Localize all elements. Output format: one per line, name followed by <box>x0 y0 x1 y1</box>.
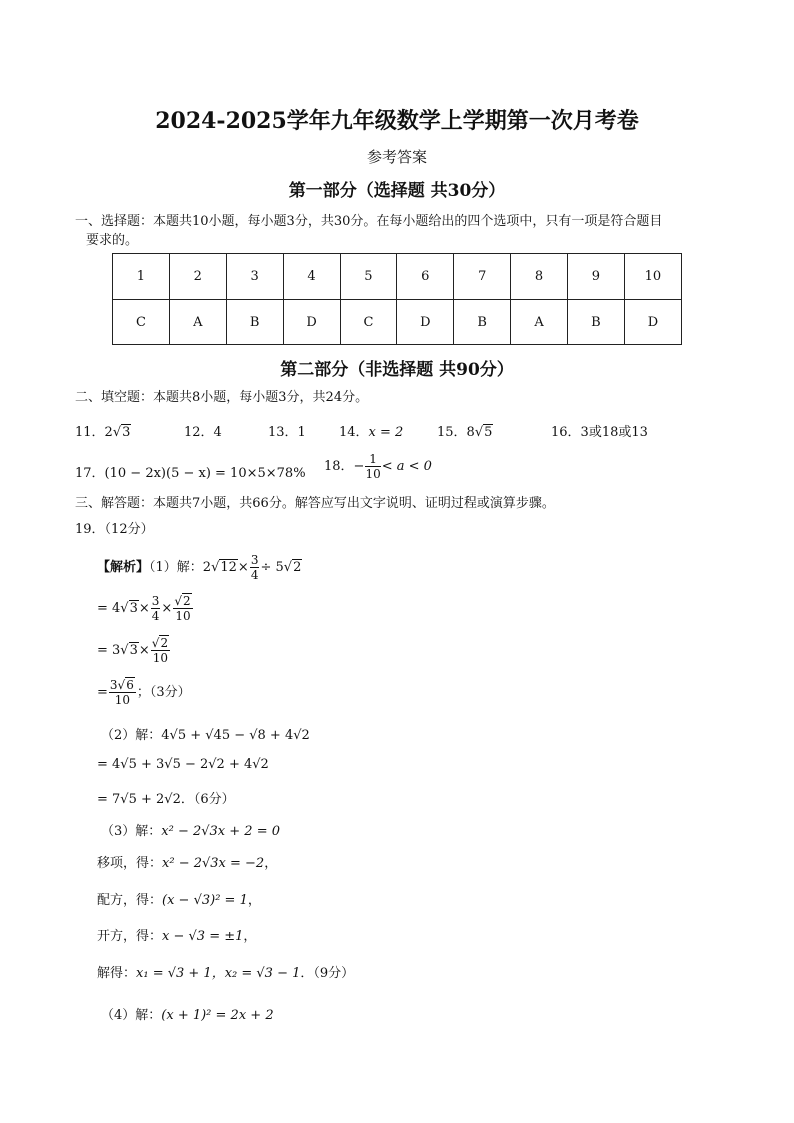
table-header-cell: 6 <box>397 254 454 300</box>
q19-p1-line4 <box>97 678 191 707</box>
fraction-denominator: 4 <box>151 609 160 623</box>
q19-p2-result: = 7√5 + 2√2 <box>97 792 181 807</box>
sqrt-icon: √ <box>117 678 126 692</box>
answer-17 <box>75 462 306 481</box>
radicand: 2 <box>293 560 302 575</box>
answer-15-label: 15． <box>437 425 467 440</box>
answer-13: 13．1 <box>268 425 306 440</box>
answer-table-answer-row <box>113 300 682 345</box>
sqrt-icon: √ <box>112 425 122 440</box>
table-answer-cell: C <box>113 300 170 345</box>
fill-instruction: 二、填空题：本题共8小题，每小题3分，共24分。 <box>75 390 369 405</box>
page-subtitle: 参考答案 <box>366 148 427 166</box>
fraction-numerator <box>109 678 136 693</box>
table-header-cell: 7 <box>454 254 511 300</box>
q19-p3-root <box>97 925 256 944</box>
q19-p3-move <box>97 852 277 871</box>
table-header-cell: 2 <box>169 254 226 300</box>
table-answer-cell: D <box>283 300 340 345</box>
sqrt-icon: √ <box>151 636 160 650</box>
fraction-numerator: 3 <box>151 594 160 608</box>
radicand: 2 <box>182 594 191 608</box>
q19-p2-label: （2）解： <box>101 728 162 743</box>
answer-18 <box>324 452 432 481</box>
sqrt-icon: √ <box>474 425 484 440</box>
table-answer-cell: D <box>397 300 454 345</box>
table-header-cell: 4 <box>283 254 340 300</box>
punct: ， <box>247 893 261 908</box>
part1-title: 第一部分（选择题 共30分） <box>288 181 506 201</box>
answer-11-coef: 2 <box>104 425 113 440</box>
radicand: 3 <box>129 601 138 616</box>
q19-p2-line2: = 4√5 + 3√5 − 2√2 + 4√2 <box>97 757 269 772</box>
fraction-denominator: 4 <box>250 568 259 582</box>
step-expr: x² − 2√3x = −2 <box>162 856 265 871</box>
table-header-cell: 8 <box>511 254 568 300</box>
table-answer-cell: B <box>568 300 625 345</box>
operator: = <box>97 685 108 700</box>
step-expr: (x − √3)² = 1 <box>162 893 248 908</box>
q19-header: 19．（12分） <box>75 522 154 537</box>
step-label: 配方，得： <box>97 893 163 908</box>
answer-18-suffix: < a < 0 <box>381 459 432 474</box>
step-expr: x₁ = √3 + 1，x₂ = √3 − 1 <box>136 966 301 981</box>
operator: × <box>161 601 173 616</box>
answer-table <box>112 253 682 345</box>
step-expr: x − √3 = ±1 <box>162 929 244 944</box>
q19-p2-line3 <box>97 788 235 807</box>
radicand: 6 <box>126 678 134 692</box>
answer-17-value: (10 − 2x)(5 − x) = 10×5×78% <box>104 466 306 481</box>
jiexi-label: 【解析】 <box>97 560 150 575</box>
table-header-cell: 9 <box>568 254 625 300</box>
fraction-denominator: 10 <box>114 693 131 707</box>
q19-p2-expr: 4√5 + √45 − √8 + 4√2 <box>161 728 310 743</box>
step-label: 解得： <box>97 966 137 981</box>
term-coef: = 3 <box>97 643 121 658</box>
radicand: 3 <box>129 643 138 658</box>
answer-14-value: x = 2 <box>368 425 404 440</box>
score-note: ；（3分） <box>136 685 191 700</box>
answer-18-denominator: 10 <box>365 467 381 481</box>
answer-12: 12．4 <box>184 425 222 440</box>
part1-instruction-line1: 一、选择题：本题共10小题，每小题3分，共30分。在每小题给出的四个选项中，只有一项是符合题目 <box>75 214 663 229</box>
operator: × <box>138 601 150 616</box>
part1-instruction-line2: 要求的。 <box>86 233 139 248</box>
q19-p3-line1 <box>101 820 280 839</box>
score-note: ．（6分） <box>180 792 235 807</box>
answer-table-header-row <box>113 254 682 300</box>
sqrt-icon: √ <box>174 594 182 608</box>
answer-11-label: 11． <box>75 425 105 440</box>
step-label: 开方，得： <box>97 929 163 944</box>
term-coef: 2 <box>202 560 212 575</box>
q19-p4-line1 <box>101 1004 274 1023</box>
q19-p3-label: （3）解： <box>101 824 162 839</box>
operator: ÷ 5 <box>260 560 284 575</box>
table-answer-cell: A <box>511 300 568 345</box>
sqrt-icon: √ <box>120 601 129 616</box>
table-answer-cell: C <box>340 300 397 345</box>
step-label: 移项，得： <box>97 856 163 871</box>
answer-14-label: 14． <box>339 425 369 440</box>
part2-title: 第二部分（非选择题 共90分） <box>280 360 514 380</box>
answer-18-label: 18． <box>324 459 354 474</box>
answer-15-radicand: 5 <box>484 425 493 440</box>
solve-instruction: 三、解答题：本题共7小题，共66分。解答应写出文字说明、证明过程或演算步骤。 <box>75 496 555 511</box>
sqrt-icon: √ <box>211 560 220 575</box>
q19-p4-equation: (x + 1)² = 2x + 2 <box>161 1008 274 1023</box>
punct: ， <box>243 929 257 944</box>
answer-17-label: 17． <box>75 466 105 481</box>
score-note: ．（9分） <box>300 966 355 981</box>
fraction-numerator: 3 <box>250 553 259 567</box>
fraction-denominator: 10 <box>152 651 169 665</box>
radicand: 12 <box>220 560 237 575</box>
answer-18-numerator: 1 <box>365 452 380 467</box>
term-coef: 3 <box>109 678 118 692</box>
q19-p4-label: （4）解： <box>101 1008 162 1023</box>
answer-11 <box>75 421 131 440</box>
answer-16: 16．3或18或13 <box>551 425 648 440</box>
table-answer-cell: D <box>624 300 681 345</box>
fraction-numerator <box>173 594 192 609</box>
q19-p1-line3 <box>97 636 171 665</box>
q19-p1-line1 <box>97 553 302 582</box>
term-coef: = 4 <box>97 601 121 616</box>
answer-15 <box>437 421 493 440</box>
q19-p3-equation: x² − 2√3x + 2 = 0 <box>161 824 280 839</box>
q19-p3-solve <box>97 962 354 981</box>
table-header-cell: 10 <box>624 254 681 300</box>
fraction-numerator <box>151 636 170 651</box>
operator: × <box>138 643 150 658</box>
answer-15-coef: 8 <box>466 425 475 440</box>
fraction-denominator: 10 <box>175 609 191 623</box>
radicand: 2 <box>160 636 169 650</box>
answer-14 <box>339 421 403 440</box>
q19-p1-label: （1）解： <box>149 560 203 575</box>
table-header-cell: 1 <box>113 254 170 300</box>
table-header-cell: 3 <box>226 254 283 300</box>
answer-11-radicand: 3 <box>122 425 131 440</box>
q19-p2-line1 <box>101 724 310 743</box>
table-answer-cell: A <box>169 300 226 345</box>
q19-p3-complete <box>97 889 261 908</box>
sqrt-icon: √ <box>283 560 293 575</box>
table-header-cell: 5 <box>340 254 397 300</box>
q19-p1-line2 <box>97 594 194 623</box>
table-answer-cell: B <box>454 300 511 345</box>
answer-18-prefix: − <box>353 459 365 474</box>
sqrt-icon: √ <box>120 643 129 658</box>
punct: ， <box>264 856 278 871</box>
table-answer-cell: B <box>226 300 283 345</box>
page-title: 2024-2025学年九年级数学上学期第一次月考卷 <box>155 108 639 134</box>
operator: × <box>237 560 249 575</box>
